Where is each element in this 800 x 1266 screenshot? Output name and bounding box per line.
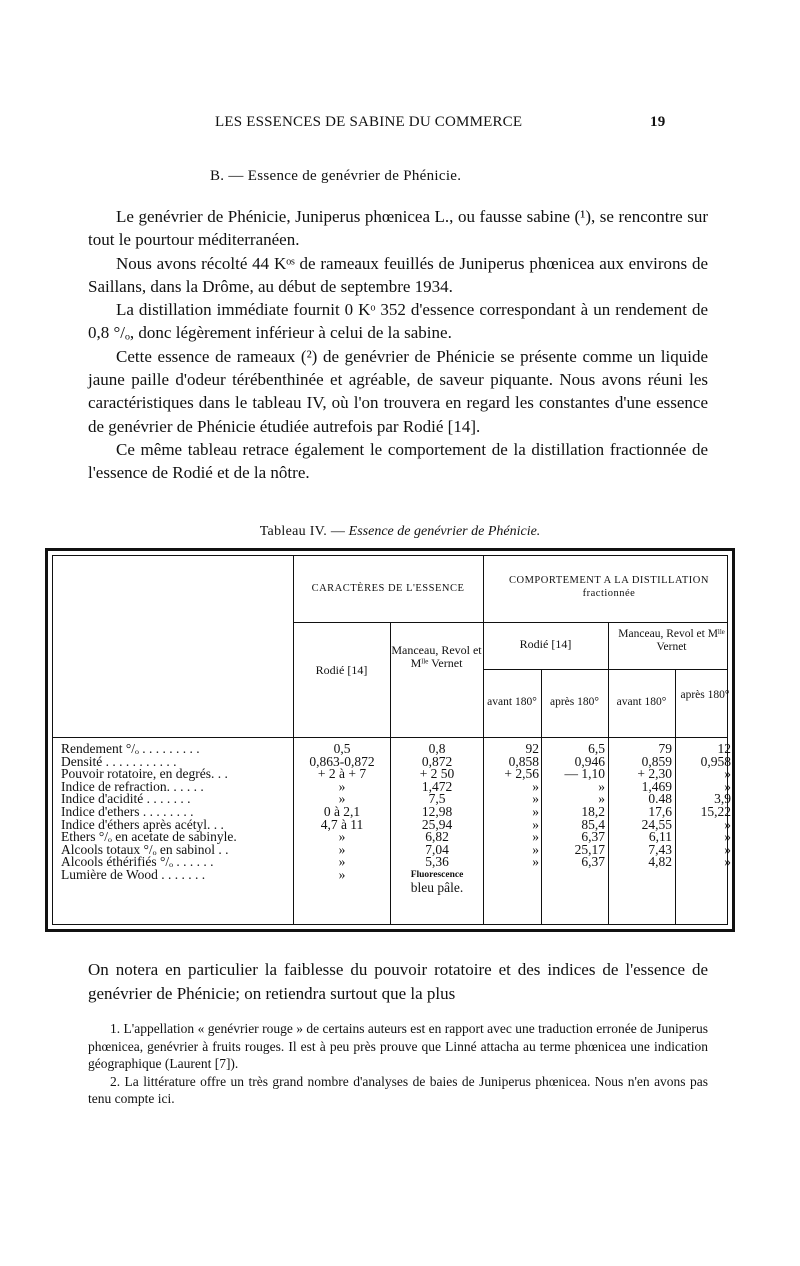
cell-manceau: 6,82 bbox=[425, 829, 449, 845]
cell-manceau-after: » bbox=[724, 766, 731, 782]
cell-rodie: 0 à 2,1 bbox=[323, 804, 361, 819]
row-label: Alcools totaux °/ₒ en sabinol . . bbox=[61, 841, 229, 857]
footnote: 2. La littérature offre un très grand nombre d'analyses de baies de Juniperus phœnicea. Nous n'en avons pas tenu compte ici. bbox=[88, 1073, 708, 1106]
cell-rodie: » bbox=[338, 791, 346, 807]
cell-manceau: 12,98 bbox=[421, 804, 453, 819]
cell-manceau: 1,472 bbox=[421, 778, 453, 794]
row-label: Indice d'éthers après acétyl. . . bbox=[61, 816, 224, 832]
cell-rodie-before: 92 bbox=[525, 741, 539, 756]
cell-rodie: » bbox=[338, 829, 346, 845]
cell-rodie: 4,7 à 11 bbox=[320, 816, 364, 832]
cell-rodie-before: » bbox=[532, 841, 539, 857]
cell-manceau-after: » bbox=[724, 854, 731, 870]
cell-manceau-before: 0,859 bbox=[641, 753, 672, 769]
table-title: Essence de genévrier de Phénicie. bbox=[348, 524, 541, 539]
column-header-before-180: avant 180° bbox=[616, 696, 667, 708]
cell-manceau-after: 12 bbox=[717, 741, 731, 756]
cell-rodie-after: 18,2 bbox=[581, 804, 605, 819]
cell-rodie-before: » bbox=[532, 804, 539, 819]
cell-rodie: 0,5 bbox=[333, 741, 351, 756]
section-heading: B. — Essence de genévrier de Phénicie. bbox=[210, 168, 462, 184]
cell-rodie: 0,863-0,872 bbox=[309, 753, 375, 769]
cell-manceau-before: 79 bbox=[658, 741, 672, 756]
column-divider bbox=[293, 556, 294, 924]
continuation-paragraph: On notera en particulier la faiblesse du pouvoir rotatoire et des indices de l'essence de genévrier de Phénicie; on retiendra surtout que la plus bbox=[88, 960, 708, 1003]
running-title: LES ESSENCES DE SABINE DU COMMERCE bbox=[215, 114, 523, 130]
body-text bbox=[88, 205, 708, 485]
column-header-rodie-distillation: Rodié [14] bbox=[519, 637, 572, 651]
cell-rodie-before: » bbox=[532, 854, 539, 870]
cell-rodie-before: 0,858 bbox=[508, 753, 539, 769]
row-label: Densité . . . . . . . . . . . bbox=[61, 753, 177, 769]
cell-rodie-after: 6,37 bbox=[581, 829, 605, 845]
cell-manceau-before: 4,82 bbox=[648, 854, 672, 870]
paragraph: Nous avons récolté 44 Kᵒˢ de rameaux feuillés de Juniperus phœnicea aux environs de Saillans, dans la Drôme, au début de septembre 1934. bbox=[88, 253, 708, 296]
cell-manceau-after: » bbox=[724, 829, 731, 845]
cell-manceau: + 2 50 bbox=[419, 766, 455, 782]
cell-rodie-after: 0,946 bbox=[574, 753, 605, 769]
row-label: Rendement °/ₒ . . . . . . . . . bbox=[61, 741, 200, 756]
cell-manceau: 7,5 bbox=[428, 791, 446, 807]
column-header-after-180: après 180° bbox=[680, 689, 730, 701]
column-header-after-180: après 180° bbox=[550, 696, 599, 708]
cell-manceau-before: 0.48 bbox=[648, 791, 672, 807]
column-divider bbox=[608, 622, 609, 924]
cell-manceau-after: 15,22 bbox=[700, 804, 731, 819]
paragraph: Le genévrier de Phénicie, Juniperus phœnicea L., ou fausse sabine (¹), se rencontre sur tout le pourtour méditerranéen. bbox=[88, 207, 708, 250]
footnotes bbox=[88, 1020, 708, 1108]
cell-manceau: 0,8 bbox=[428, 741, 446, 756]
cell-rodie-before: » bbox=[532, 791, 539, 807]
cell-manceau: 7,04 bbox=[425, 841, 449, 857]
paragraph: La distillation immédiate fournit 0 Kᵒ 352 d'essence correspondant à un rendement de 0,8 °/ₒ, donc légèrement inférieur à celui de la sabine. bbox=[88, 300, 708, 343]
cell-manceau-after: 0,958 bbox=[700, 753, 731, 769]
cell-rodie-before: » bbox=[532, 829, 539, 845]
cell-manceau-before: + 2,30 bbox=[637, 766, 672, 782]
row-label: Ethers °/ₒ en acetate de sabinyle. bbox=[61, 829, 237, 845]
cell-rodie: » bbox=[338, 854, 346, 870]
page-number: 19 bbox=[650, 114, 666, 130]
column-header-before-180: avant 180° bbox=[487, 696, 537, 708]
column-header-rodie: Rodié [14] bbox=[315, 663, 368, 677]
column-header-manceau-distillation: Manceau, Revol et Mˡˡᵉ Vernet bbox=[618, 628, 725, 653]
group-header-characteristics: CARACTÈRES DE L'ESSENCE bbox=[311, 583, 465, 594]
row-label: Indice de refraction. . . . . . bbox=[61, 778, 204, 794]
column-divider bbox=[675, 669, 676, 924]
header-rule bbox=[53, 737, 727, 738]
column-divider bbox=[483, 556, 484, 924]
cell-rodie: » bbox=[338, 841, 346, 857]
cell-rodie-before: + 2,56 bbox=[504, 766, 539, 782]
cell-manceau-after: » bbox=[724, 778, 731, 794]
footnote: 1. L'appellation « genévrier rouge » de certains auteurs est en rapport avec une traduction erronée de Juniperus phœnicea, genévrier à fruits rouges. Il est à peu près prouve que Linné attacha au terme phœnicea une indication géographique (Laurent [7]). bbox=[88, 1021, 708, 1071]
table-number: Tableau IV. — bbox=[259, 524, 346, 539]
row-label: Indice d'ethers . . . . . . . . bbox=[61, 804, 194, 819]
cell-rodie: » bbox=[338, 778, 346, 794]
data-table bbox=[45, 548, 735, 932]
cell-manceau-before: 6,11 bbox=[648, 829, 672, 845]
cell-rodie: » bbox=[338, 867, 346, 882]
row-label: Alcools éthérifiés °/ₒ . . . . . . bbox=[61, 854, 214, 870]
cell-manceau-after: » bbox=[724, 841, 731, 857]
cell-rodie: + 2 à + 7 bbox=[317, 766, 367, 782]
cell-manceau: 5,36 bbox=[425, 854, 449, 870]
row-label: Pouvoir rotatoire, en degrés. . . bbox=[61, 766, 228, 782]
paragraph: Ce même tableau retrace également le comportement de la distillation fractionnée de l'essence de Rodié et de la nôtre. bbox=[88, 439, 708, 483]
cell-rodie-after: 6,37 bbox=[581, 854, 605, 870]
cell-manceau: bleu pâle. bbox=[410, 879, 464, 895]
cell-rodie-after: » bbox=[598, 778, 605, 794]
cell-manceau-after: » bbox=[724, 816, 731, 832]
paragraph: Cette essence de rameaux (²) de genévrier de Phénicie se présente comme un liquide jaune paille d'odeur térébenthinée et agréable, de saveur piquante. Nous avons réuni les caractéristiques dans le tableau IV, où l'on trouvera en regard les constantes d'une essence de genévrier de Phénicie étudiée autrefois par Rodié [14]. bbox=[88, 346, 708, 436]
cell-manceau-before: 1,469 bbox=[641, 778, 672, 794]
cell-rodie-after: 25,17 bbox=[574, 841, 605, 857]
cell-rodie-after: 6,5 bbox=[588, 741, 605, 756]
cell-manceau: Fluorescence bbox=[410, 870, 464, 880]
cell-rodie-after: 85,4 bbox=[581, 816, 605, 832]
column-header-manceau: Manceau, Revol et Mˡˡᵉ Vernet bbox=[391, 643, 482, 670]
cell-rodie-before: » bbox=[532, 816, 539, 832]
table-grid bbox=[52, 555, 731, 925]
cell-rodie-after: — 1,10 bbox=[564, 766, 605, 782]
row-label: Lumière de Wood . . . . . . . bbox=[61, 867, 206, 882]
cell-manceau-after: 3,9 bbox=[714, 791, 731, 807]
header-rule bbox=[293, 622, 727, 623]
cell-manceau-before: 24,55 bbox=[641, 816, 672, 832]
cell-rodie-before: » bbox=[532, 778, 539, 794]
cell-manceau-before: 17,6 bbox=[648, 804, 672, 819]
row-label: Indice d'acidité . . . . . . . bbox=[61, 791, 191, 807]
header-rule bbox=[483, 669, 727, 670]
cell-manceau: 0,872 bbox=[421, 753, 453, 769]
cell-manceau: 25,94 bbox=[421, 816, 453, 832]
cell-rodie-after: » bbox=[598, 791, 605, 807]
group-header-distillation: COMPORTEMENT A LA DISTILLATION fractionnée bbox=[509, 575, 709, 599]
cell-manceau-before: 7,43 bbox=[648, 841, 672, 857]
table-caption bbox=[0, 524, 800, 540]
